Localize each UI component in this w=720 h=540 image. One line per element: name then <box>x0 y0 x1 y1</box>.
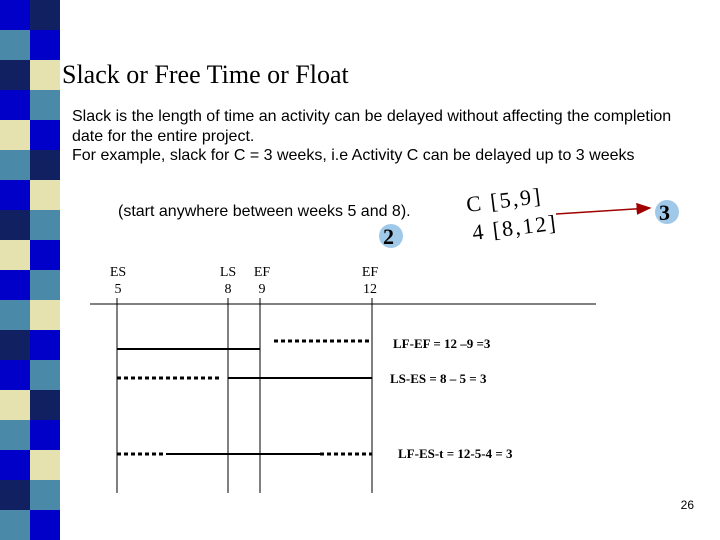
node-3-label: 3 <box>659 200 670 225</box>
bullet-example: For example, slack for C = 3 weeks, i.e Activity C can be delayed up to 3 weeks <box>72 147 635 164</box>
free-float-calc: LF-EF = 12 –9 =3 <box>393 336 491 351</box>
activity-label: C [5,9] <box>464 182 544 218</box>
column-ef-value: 9 <box>258 282 266 297</box>
column-es-value: 5 <box>114 282 122 297</box>
slide-title: Slack or Free Time or Float <box>62 60 349 89</box>
node-2-label: 2 <box>383 224 394 249</box>
column-ef-late-label: EF <box>361 265 379 280</box>
bullet-indent: (start anywhere between weeks 5 and 8). <box>118 203 411 220</box>
column-ef-late-value: 12 <box>363 282 377 297</box>
column-ef-label: EF <box>253 265 271 280</box>
page-number: 26 <box>680 498 694 512</box>
duration-label: 4 [8,12] <box>470 209 559 246</box>
column-es-label: ES <box>109 265 127 280</box>
independent-float-calc: LF-ES-t = 12-5-4 = 3 <box>398 446 513 461</box>
column-ls-value: 8 <box>224 282 232 297</box>
column-ls-label: LS <box>219 265 237 280</box>
bullet-definition: Slack is the length of time an activity can be delayed without affecting the completion date for the entire project. <box>72 108 672 145</box>
total-float-calc: LS-ES = 8 – 5 = 3 <box>390 371 487 386</box>
